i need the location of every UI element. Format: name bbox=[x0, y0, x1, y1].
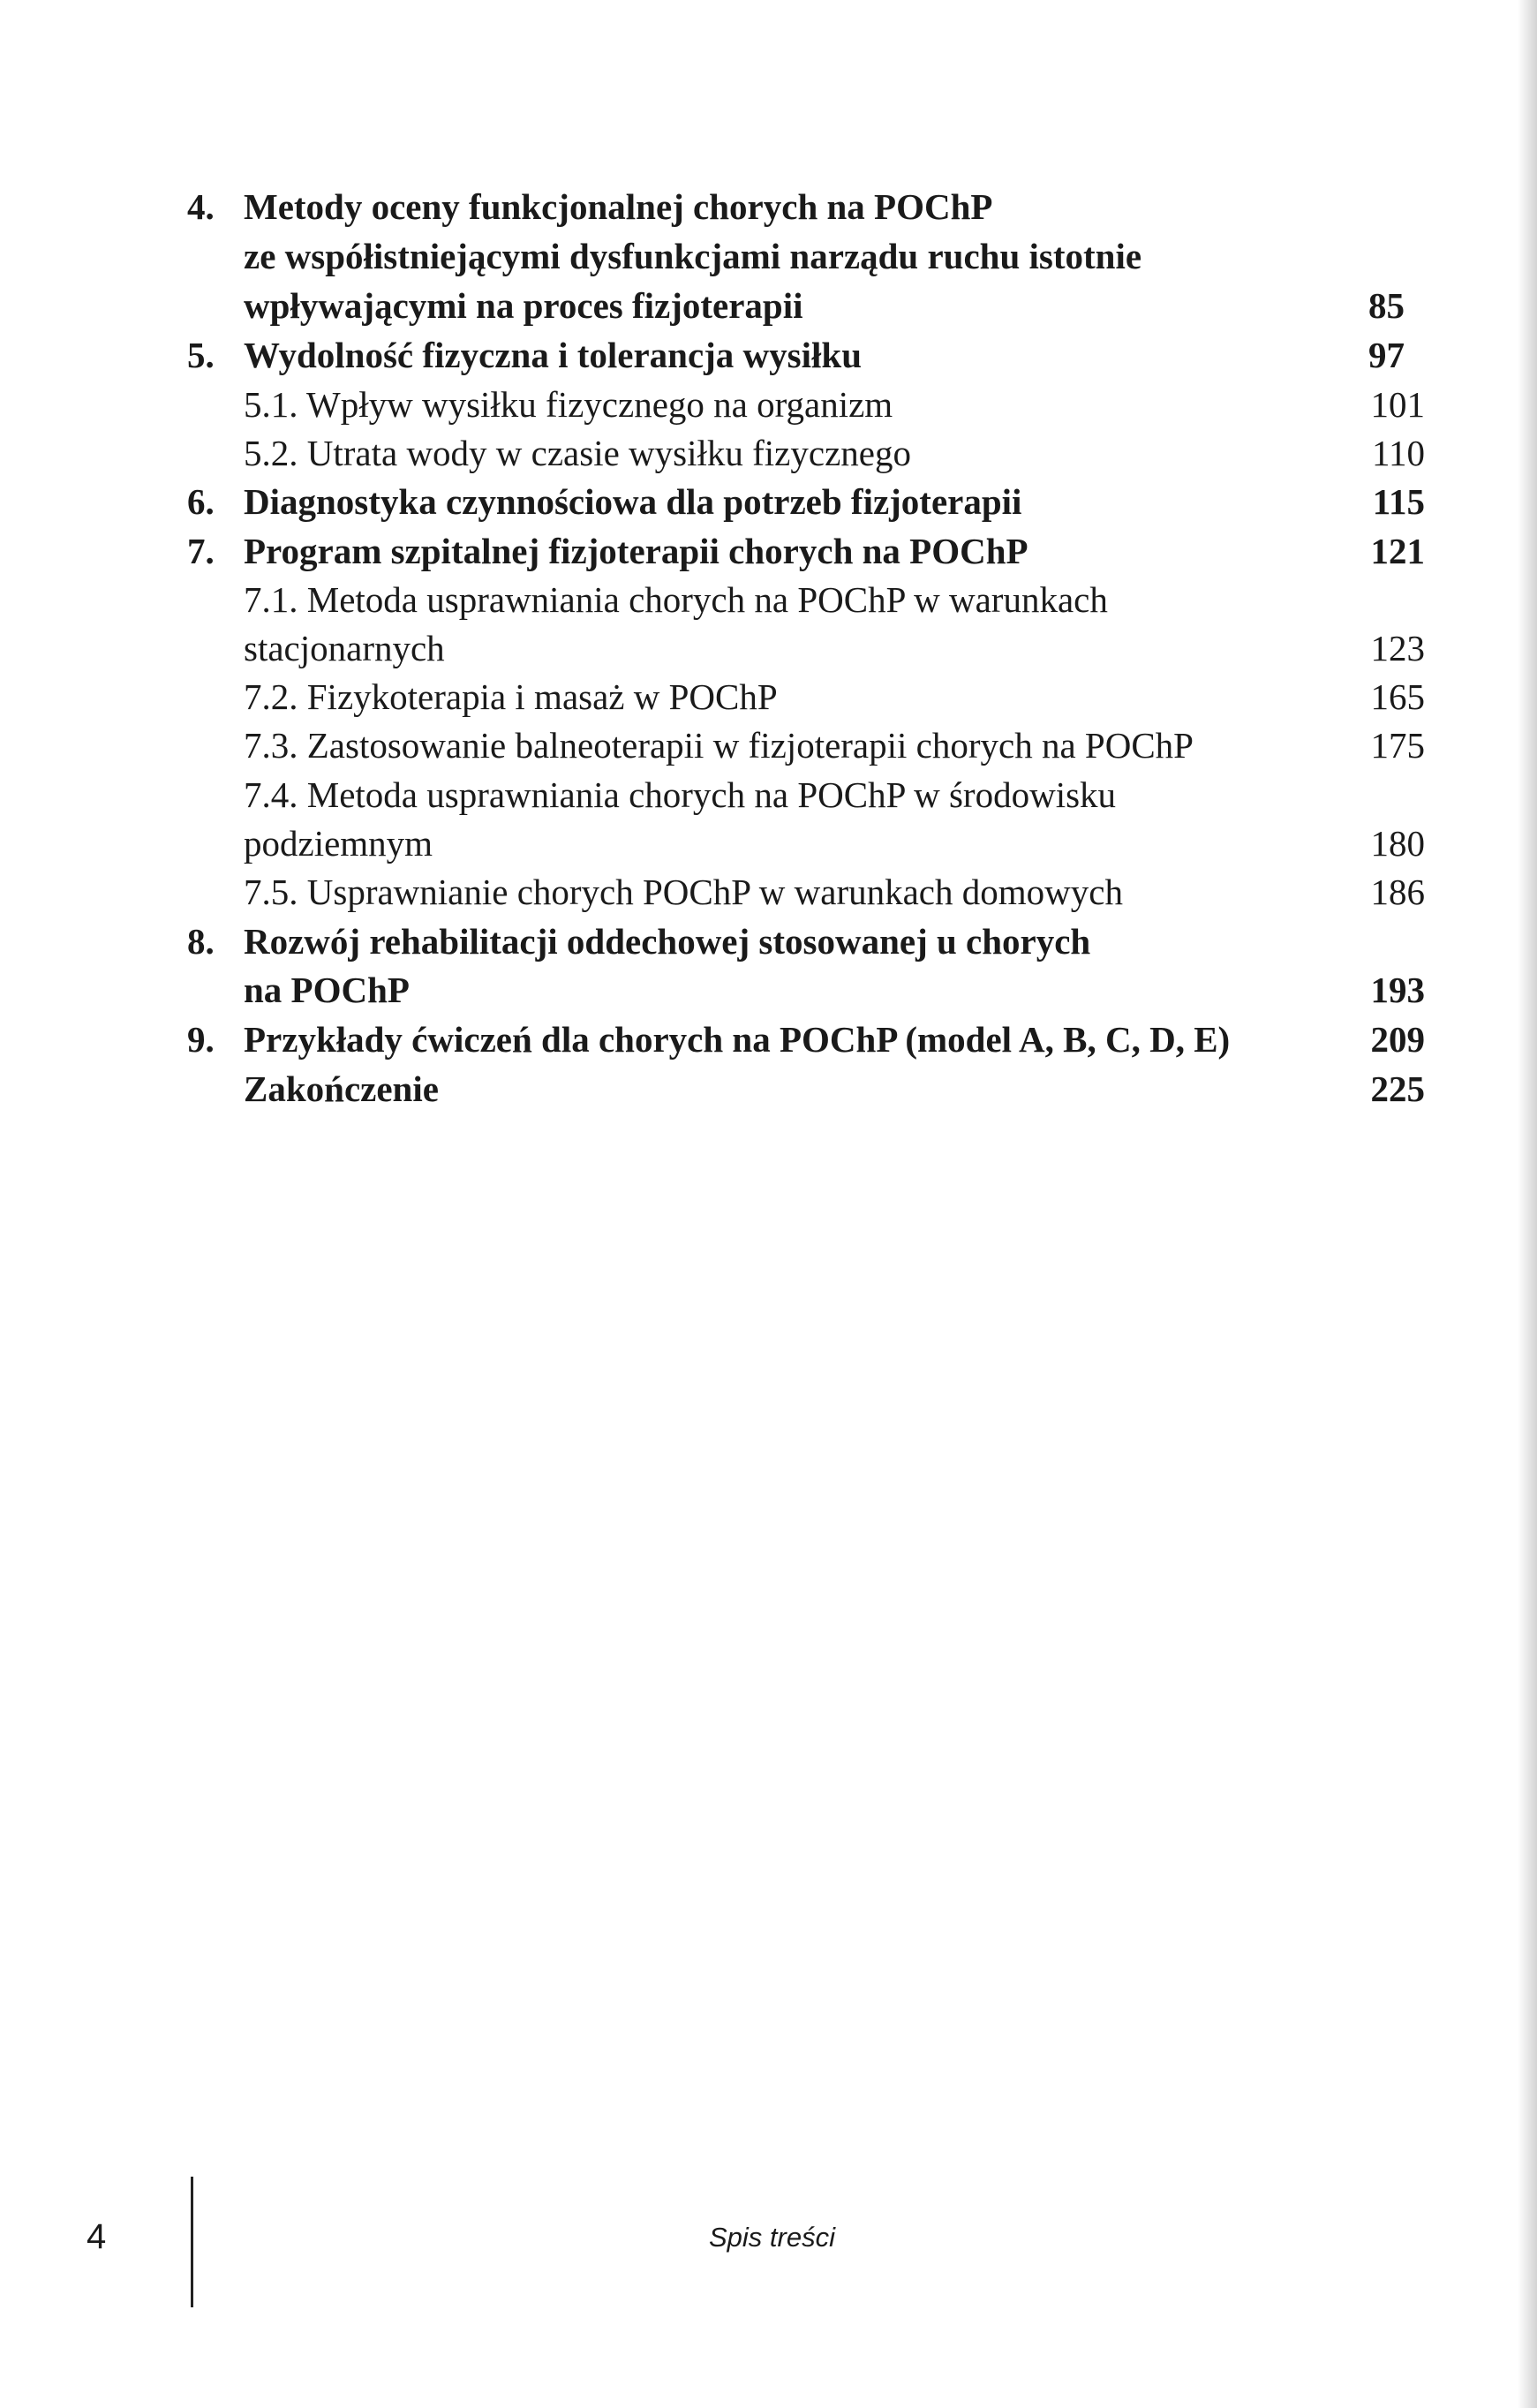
toc-subentry-title: Utrata wody w czasie wysiłku fizycznego bbox=[306, 433, 911, 473]
toc-subentry-page: 165 bbox=[1370, 676, 1425, 717]
toc-subentry-number: 7.4. bbox=[244, 774, 298, 815]
toc-subentry-number: 5.1. bbox=[244, 384, 298, 425]
toc-entry-page: 193 bbox=[1370, 970, 1425, 1010]
toc-subentry-number: 7.2. bbox=[244, 676, 298, 717]
toc-subentry bbox=[244, 380, 893, 429]
footer-section-title: Spis treści bbox=[709, 2222, 835, 2253]
toc-subentry bbox=[244, 672, 778, 721]
toc-entry-number: 7. bbox=[187, 531, 215, 571]
toc-subentry-number: 7.5. bbox=[244, 872, 298, 912]
toc-entry-number: 9. bbox=[187, 1019, 215, 1060]
toc-subentry-title-continued: podziemnym bbox=[244, 823, 433, 864]
toc-subentry-title: Zastosowanie balneoterapii w fizjoterapii chorych na POChP bbox=[306, 725, 1194, 766]
toc-subentry-page: 175 bbox=[1370, 725, 1425, 766]
toc-entry-number: 6. bbox=[187, 481, 215, 522]
toc-subentry-page: 110 bbox=[1372, 433, 1425, 473]
toc-subentry-page: 123 bbox=[1370, 628, 1425, 668]
toc-entry-title: Program szpitalnej fizjoterapii chorych na POChP bbox=[244, 531, 1028, 571]
toc-subentry-page: 180 bbox=[1370, 823, 1425, 864]
toc-entry-title-continued: ze współistniejącymi dysfunkcjami narządu ruchu istotnie bbox=[244, 236, 1142, 276]
toc-entry-page: 209 bbox=[1370, 1019, 1425, 1060]
toc-entry-page: 97 bbox=[1368, 335, 1405, 375]
toc-entry-title: Metody oceny funkcjonalnej chorych na POChP bbox=[244, 186, 993, 227]
toc-entry-title: Diagnostyka czynnościowa dla potrzeb fizjoterapii bbox=[244, 481, 1022, 522]
toc-subentry bbox=[244, 575, 1108, 624]
toc-subentry-number: 5.2. bbox=[244, 433, 298, 473]
toc-entry-page: 85 bbox=[1368, 285, 1405, 326]
toc-entry-page: 121 bbox=[1370, 531, 1425, 571]
toc-entry-title: Wydolność fizyczna i tolerancja wysiłku bbox=[244, 335, 863, 375]
toc-subentry-title: Usprawnianie chorych POChP w warunkach domowych bbox=[306, 872, 1123, 912]
toc-subentry-number: 7.3. bbox=[244, 725, 298, 766]
toc-subentry bbox=[244, 721, 1194, 770]
toc-entry-title-continued: wpływającymi na proces fizjoterapii bbox=[244, 285, 803, 326]
toc-entry-page: 225 bbox=[1370, 1068, 1425, 1109]
toc-subentry bbox=[244, 770, 1116, 819]
toc-subentry-number: 7.1. bbox=[244, 579, 298, 620]
table-of-contents bbox=[0, 0, 1537, 1148]
toc-subentry-title: Fizykoterapia i masaż w POChP bbox=[306, 676, 778, 717]
toc-subentry-page: 101 bbox=[1370, 384, 1425, 425]
toc-subentry bbox=[244, 428, 911, 478]
toc-entry-title: Zakończenie bbox=[244, 1068, 439, 1109]
toc-subentry-title: Wpływ wysiłku fizycznego na organizm bbox=[306, 384, 893, 425]
toc-subentry-title: Metoda usprawniania chorych na POChP w warunkach bbox=[306, 579, 1108, 620]
toc-entry-title: Przykłady ćwiczeń dla chorych na POChP (model A, B, C, D, E) bbox=[244, 1019, 1231, 1060]
toc-entry-number: 5. bbox=[187, 335, 215, 375]
toc-entry-title: Rozwój rehabilitacji oddechowej stosowanej u chorych bbox=[244, 921, 1091, 962]
footer-page-number: 4 bbox=[87, 2217, 107, 2256]
toc-entry-page: 115 bbox=[1372, 481, 1425, 522]
toc-entry-number: 4. bbox=[187, 186, 215, 227]
toc-subentry bbox=[244, 867, 1123, 917]
toc-subentry-title-continued: stacjonarnych bbox=[244, 628, 445, 668]
toc-subentry-title: Metoda usprawniania chorych na POChP w środowisku bbox=[306, 774, 1117, 815]
toc-subentry-page: 186 bbox=[1370, 872, 1425, 912]
footer-vertical-rule bbox=[191, 2177, 193, 2307]
toc-entry-title-continued: na POChP bbox=[244, 970, 410, 1010]
toc-entry-number: 8. bbox=[187, 921, 215, 962]
